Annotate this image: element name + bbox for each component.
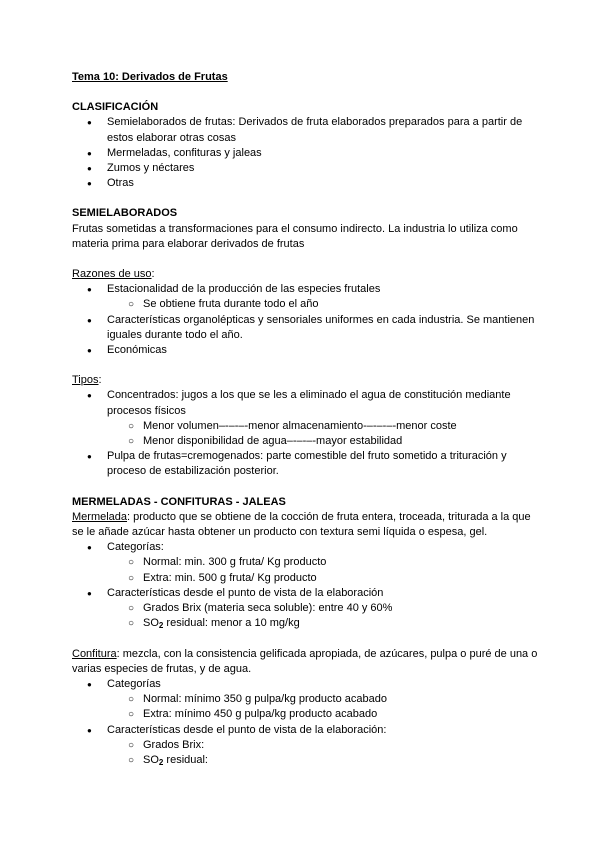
mermelada-definition: Mermelada: producto que se obtiene de la cocción de fruta entera, troceada, triturada a la que se le añade azúcar hasta obtener un producto con textura semi líquida o espesa, gel. [72,510,531,539]
mermeladas-heading: MERMELADAS - CONFITURAS - JALEAS [72,495,286,508]
list-item: ● Pulpa de frutas=cremogenados: parte comestible del fruto sometido a trituración y proceso de estabilización posterior. [72,449,542,479]
list-item: ● Categorías: ○ Normal: min. 300 g fruta/ Kg producto ○ Extra: min. 500 g fruta/ Kg producto [72,540,542,586]
list-item: ● Estacionalidad de la producción de las especies frutales ○ Se obtiene fruta durante todo el año [72,282,542,312]
razones-label: Razones de uso: [72,268,155,281]
confitura-list [72,677,542,768]
semielaborados-intro: Frutas sometidas a transformaciones para el consumo indirecto. La industria lo utiliza como materia prima para elaborar derivados de frutas [72,222,518,250]
sub-list-item: ○ Grados Brix: [72,738,542,753]
document-page [72,70,542,768]
list-item: ● Características desde el punto de vista de la elaboración: ○ Grados Brix: ○ $SO_2$ residual: [72,723,542,769]
sub-list-item: ○ Se obtiene fruta durante todo el año [72,297,542,312]
tipos-list [72,388,542,479]
sub-list-item: ○ $SO_2$ residual: menor a 10 mg/kg [72,616,542,631]
list-item: ● Semielaborados de frutas: Derivados de fruta elaborados preparados para a partir de estos elaborar otras cosas [72,115,542,145]
sub-list-item: ○ Normal: min. 300 g fruta/ Kg producto [72,555,542,570]
list-item: ● Zumos y néctares [72,161,542,176]
list-item: ● Categorías ○ Normal: mínimo 350 g pulpa/kg producto acabado ○ Extra: mínimo 450 g pulpa/kg producto acabado [72,677,542,723]
list-item: ● Otras [72,176,542,191]
list-item: ● Mermeladas, confituras y jaleas [72,146,542,161]
list-item: ● Características desde el punto de vista de la elaboración ○ Grados Brix (materia seca soluble): entre 40 y 60% ○ $SO_2$ residual: menor a 10 mg/kg [72,586,542,632]
mermelada-list [72,540,542,631]
semielaborados-heading: SEMIELABORADOS [72,207,178,220]
page-title: Tema 10: Derivados de Frutas [72,71,228,83]
sub-list-item: ○ Menor disponibilidad de agua–-–-–-mayor estabilidad [72,434,542,449]
sub-list-item: ○ Grados Brix (materia seca soluble): entre 40 y 60% [72,601,542,616]
confitura-definition: Confitura: mezcla, con la consistencia gelificada apropiada, de azúcares, pulpa o puré de una o varias especies de frutas, y de agua. [72,647,538,675]
clasificacion-heading: CLASIFICACIÓN [72,101,159,114]
list-item: ● Económicas [72,343,542,358]
razones-list [72,282,542,358]
sub-list-item: ○ Menor volumen–-–-–-menor almacenamiento-–-–-–-menor coste [72,419,542,434]
sub-list-item: ○ Normal: mínimo 350 g pulpa/kg producto acabado [72,692,542,707]
list-item: ● Concentrados: jugos a los que se les a eliminado el agua de constitución mediante procesos físicos ○ Menor volumen–-–-–-menor almacenamiento-–-–-–-menor coste ○ Menor disponibilidad de agua–-–-–-mayor estabilidad [72,388,542,449]
tipos-label: Tipos: [72,374,102,387]
list-item: ● Características organolépticas y sensoriales uniformes en cada industria. Se mantienen iguales durante todo el año. [72,313,542,343]
sub-list-item: ○ $SO_2$ residual: [72,753,542,768]
sub-list-item: ○ Extra: mínimo 450 g pulpa/kg producto acabado [72,707,542,722]
sub-list-item: ○ Extra: min. 500 g fruta/ Kg producto [72,571,542,586]
clasificacion-list [72,115,542,191]
